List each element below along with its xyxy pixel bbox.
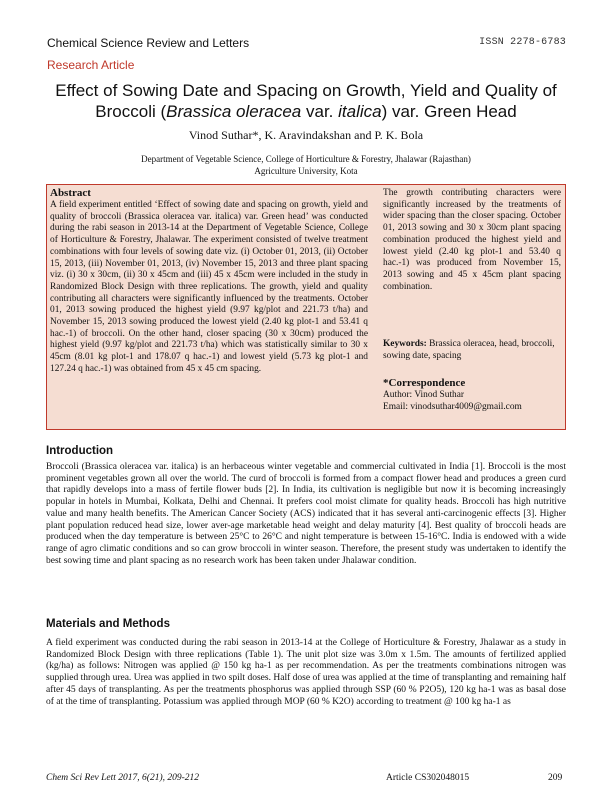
affiliation-line: Agriculture University, Kota xyxy=(254,166,358,176)
keywords xyxy=(383,339,561,362)
title-text: Broccoli ( xyxy=(95,102,167,121)
correspondence xyxy=(383,377,561,413)
correspondence-email[interactable]: Email: vinodsuthar4009@gmail.com xyxy=(383,402,522,412)
issn-number: ISSN 2278-6783 xyxy=(479,37,566,48)
abstract-heading: Abstract xyxy=(50,187,91,199)
footer-citation xyxy=(46,773,199,783)
introduction-text: Broccoli (Brassica oleracea var. italica) is an herbaceous winter vegetable and commercial cultivated in India [1]. Broccoli is the most prominent vegetables grown all over the world. The curd of broccoli is formed from a compact flower head and produces a green curd that rapidly develops into a mass of fertile flower buds [2]. In India, its cultivation is negligible but now it is becoming increasingly popular in hotels in Mumbai, Kolkata, Delhi and Chennai. It prefers cool moist climate for quality heads. Broccoli has high nutritive value and many health benefits. The American Cancer Society (ACS) indicated that it has several anti-carcinogenic effects [3]. Higher plant population reduced head size, lower aver-age marketable head weight and delay maturity [4]. Best quality of broccoli heads are produced when the day temperature is between 25°C to 26°C and night temperature is between 15-16°C. India is endowed with a wide range of agro climatic conditions and so can grow broccoli in winter season. Therefore, the present study was undertaken to identify the best sowing time and plant spacing as no research work has been taken under Jhalawar condition. xyxy=(46,462,566,566)
page-number: 209 xyxy=(548,773,563,783)
abstract-main xyxy=(50,187,368,376)
keywords-list: Brassica oleracea, head, broccoli, sowing date, spacing xyxy=(383,339,555,361)
affiliation-line: Department of Vegetable Science, College of Horticulture & Forestry, Jhalawar (Rajasthan) xyxy=(141,154,471,164)
correspondence-heading: *Correspondence xyxy=(383,377,466,389)
citation-text: Chem Sci Rev Lett 2017, 6(21), 209-212 xyxy=(46,773,200,783)
title-line-1: Effect of Sowing Date and Spacing on Growth, Yield and Quality of xyxy=(55,81,557,100)
journal-name: Chemical Science Review and Letters xyxy=(47,36,250,50)
keywords-label: Keywords: xyxy=(383,339,427,349)
title-text: var. xyxy=(301,102,339,121)
affiliation xyxy=(100,153,512,177)
title-line-2 xyxy=(40,101,572,122)
title-species: Brassica oleracea xyxy=(166,102,302,121)
article-type: Research Article xyxy=(47,58,135,72)
paper-title xyxy=(40,80,572,122)
title-text: ) var. Green Head xyxy=(381,102,517,121)
materials-methods-heading: Materials and Methods xyxy=(46,618,170,630)
author-list: Vinod Suthar*, K. Aravindakshan and P. K. Bola xyxy=(188,128,424,142)
title-variety: italica xyxy=(338,102,382,121)
introduction-heading: Introduction xyxy=(46,445,114,457)
materials-methods-text: A field experiment was conducted during the rabi season in 2013-14 at the College of Horticulture & Forestry, Jhalawar as a study in Randomized Block Design with three replications (Table 1). The unit plot size was 3.0m x 1.5m. The amounts of fertilized applied (kg/ha) as follows: Nitrogen was applied @ 150 kg ha-1 as per recommendation. As per the treatments combinations nitrogen was supplied through urea. Urea was applied in two spilt doses. Half dose of urea was applied at the time of transplanting and remaining half after 45 days of transplanting. As per the treatments phosphorus was applied through SSP (60 % P2O5), 120 kg ha-1 was as basal dose of at the time of transplanting. Potassium was applied through MOP (60 % K2O) according to treatment @ 100 kg ha-1 as xyxy=(46,638,566,707)
abstract-text: A field experiment entitled ‘Effect of sowing date and spacing on growth, yield and quality of broccoli (Brassica oleracea var. italica) var. Green head’ was conducted during the rabi season in 2013-14 at the Department of Vegetable Science, College of Horticulture & Forestry, Jhalawar. The experiment consisted of twelve treatment combinations with four levels of sowing date viz. (i) October 01, 2013, (ii) October 15, 2013, (iii) November 01, 2013, (iv) November 15, 2013 and three plant spacing viz. (i) 30 x 30cm, (ii) 30 x 45cm and (iii) 45 x 45cm were included in the study in Randomized Block Design with three replications. The growth, yield and quality contributing all characters were significantly influenced by the treatments. October 01, 2013 sowing produced the highest yield (9.97 kg/plot and 221.73 t/ha) and November 15, 2013 sowing produced the lowest yield (2.40 kg plot-1 and 53.41 q hac.-1) of broccoli. On the other hand, closer spacing (30 x 30cm) produced the highest yield (9.97 kg/plot and 221.73 t/ha) which was statistically similar to 30 x 45cm (8.01 kg plot-1 and 178.07 q hac.-1) and lowest yield (5.73 kg plot-1 and 127.24 q hac.-1) was obtained from 45 x 45 cm spacing. xyxy=(50,200,368,374)
footer-article-id: Article CS302048015 xyxy=(386,773,470,783)
abstract-continued: The growth contributing characters were significantly increased by the treatments of wider spacing than the closer spacing. October 01, 2013 sowing and 30 x 30cm plant spacing combination produced the highest yield and lowest yield (2.40 kg plot-1 and 53.40 q hac.-1) was produced from November 15, 2013 sowing and 45 x 45cm plant spacing combination. xyxy=(383,188,561,292)
correspondence-author: Author: Vinod Suthar xyxy=(383,390,465,400)
